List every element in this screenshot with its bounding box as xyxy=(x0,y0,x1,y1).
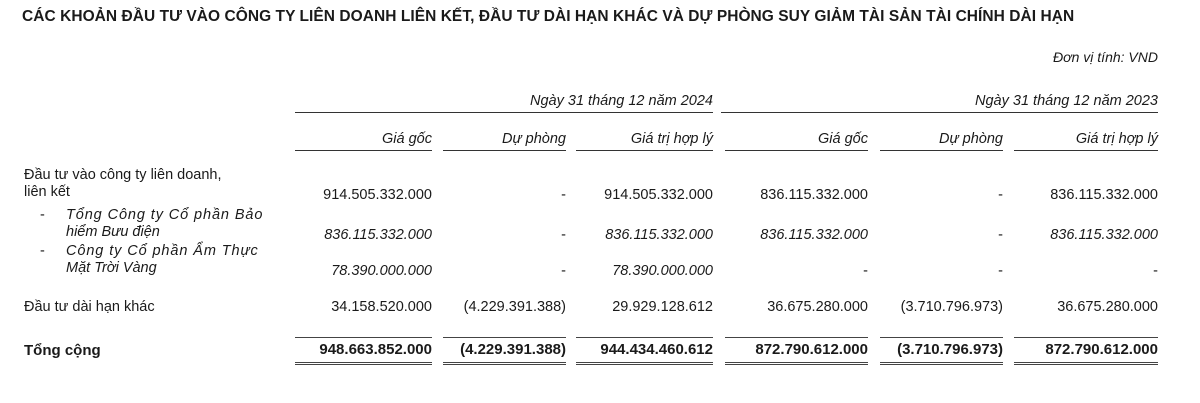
group-header-2023: Ngày 31 tháng 12 năm 2023 xyxy=(721,93,1158,113)
cell: - xyxy=(998,263,1003,279)
total-cell: 872.790.612.000 xyxy=(1014,337,1158,365)
col-header-2023-cost: Giá gốc xyxy=(725,131,868,151)
cell: 914.505.332.000 xyxy=(604,187,713,203)
row-label xyxy=(66,207,263,241)
col-header-2023-fair-value: Giá trị hợp lý xyxy=(1014,131,1158,151)
cell: (3.710.796.973) xyxy=(900,299,1003,315)
cell: 29.929.128.612 xyxy=(612,299,713,315)
cell: 78.390.000.000 xyxy=(331,263,432,279)
cell: 836.115.332.000 xyxy=(1050,187,1158,203)
cell: 836.115.332.000 xyxy=(324,227,432,243)
row-label-line1: Công ty Cổ phần Ẩm Thực xyxy=(66,243,259,259)
row-label xyxy=(24,167,222,201)
cell: 36.675.280.000 xyxy=(1057,299,1158,315)
cell: - xyxy=(561,187,566,203)
cell: 836.115.332.000 xyxy=(760,227,868,243)
row-label-line1: Đầu tư vào công ty liên doanh, xyxy=(24,167,222,183)
cell: - xyxy=(561,227,566,243)
row-label-line2: Mặt Trời Vàng xyxy=(66,260,157,276)
bullet-dash: - xyxy=(40,207,45,223)
document-title: CÁC KHOẢN ĐẦU TƯ VÀO CÔNG TY LIÊN DOANH LIÊN KẾT, ĐẦU TƯ DÀI HẠN KHÁC VÀ DỰ PHÒNG SUY GIẢM TÀI SẢN TÀI CHÍNH DÀI HẠN xyxy=(22,8,1075,25)
total-cell: 948.663.852.000 xyxy=(295,337,432,365)
total-cell: 944.434.460.612 xyxy=(576,337,713,365)
cell: - xyxy=(561,263,566,279)
cell: - xyxy=(998,227,1003,243)
cell: 914.505.332.000 xyxy=(323,187,432,203)
total-label: Tổng cộng xyxy=(24,342,101,359)
cell: 836.115.332.000 xyxy=(760,187,868,203)
cell: 836.115.332.000 xyxy=(605,227,713,243)
cell: 34.158.520.000 xyxy=(331,299,432,315)
row-label-line2: hiểm Bưu điện xyxy=(66,224,160,240)
col-header-2024-cost: Giá gốc xyxy=(295,131,432,151)
cell: - xyxy=(863,263,868,279)
total-cell: (3.710.796.973) xyxy=(880,337,1003,365)
total-cell: 872.790.612.000 xyxy=(725,337,868,365)
group-header-2024: Ngày 31 tháng 12 năm 2024 xyxy=(295,93,713,113)
total-cell: (4.229.391.388) xyxy=(443,337,566,365)
row-label: Đầu tư dài hạn khác xyxy=(24,299,155,315)
bullet-dash: - xyxy=(40,243,45,259)
col-header-2024-provision: Dự phòng xyxy=(443,131,566,151)
row-label-line1: Tổng Công ty Cổ phần Bảo xyxy=(66,207,264,223)
cell: 78.390.000.000 xyxy=(612,263,713,279)
col-header-2024-fair-value: Giá trị hợp lý xyxy=(576,131,713,151)
unit-label: Đơn vị tính: VND xyxy=(1053,49,1158,65)
cell: - xyxy=(998,187,1003,203)
cell: - xyxy=(1153,263,1158,279)
cell: 36.675.280.000 xyxy=(767,299,868,315)
cell: (4.229.391.388) xyxy=(463,299,566,315)
row-label xyxy=(66,243,259,277)
col-header-2023-provision: Dự phòng xyxy=(880,131,1003,151)
row-label-line2: liên kết xyxy=(24,184,70,200)
cell: 836.115.332.000 xyxy=(1050,227,1158,243)
